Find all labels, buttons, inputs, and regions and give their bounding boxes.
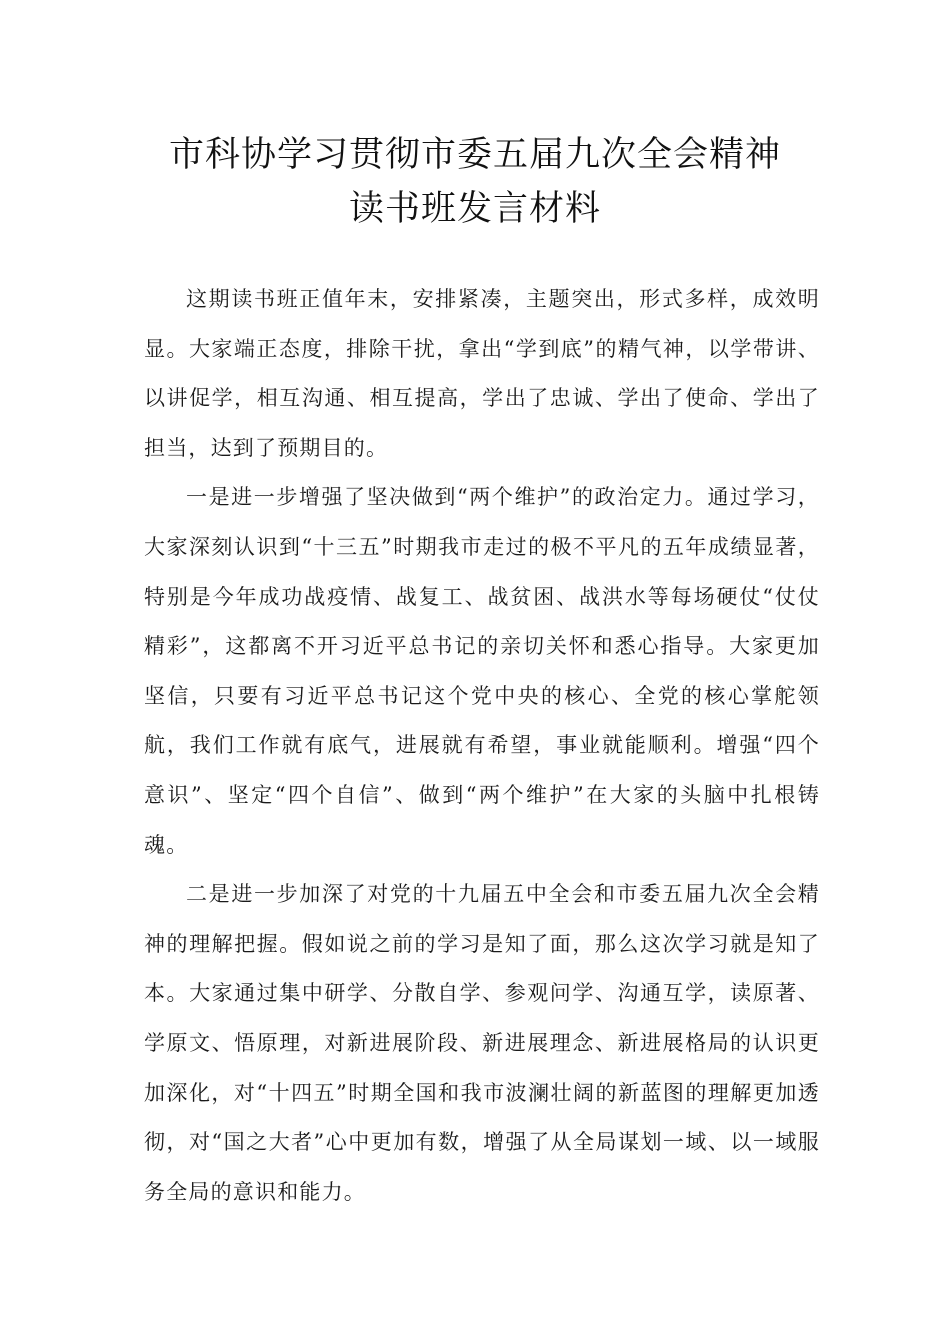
paragraph-point-two: 二是进一步加深了对党的十九届五中全会和市委五届九次全会精神的理解把握。假如说之前的学习是知了面，那么这次学习就是知了本。大家通过集中研学、分散自学、参观问学、沟通互学，读原著、学原文、悟原理，对新进展阶段、新进展理念、新进展格局的认识更加深化，对“十四五”时期全国和我市波澜壮阔的新蓝图的理解更加透彻，对“国之大者”心中更加有数，增强了从全局谋划一域、以一域服务全局的意识和能力。	[144, 882, 820, 1204]
title-line-2: 读书班发言材料	[348, 189, 601, 229]
paragraph-intro: 这期读书班正值年末，安排紧凑，主题突出，形式多样，成效明显。大家端正态度，排除干扰，拿出“学到底”的精气神，以学带讲、以讲促学，相互沟通、相互提高，学出了忠诚、学出了使命、学出了担当，达到了预期目的。	[144, 287, 820, 460]
title-line-1: 市科协学习贯彻市委五届九次全会精神	[168, 135, 781, 175]
document-body	[144, 275, 820, 1217]
document-title	[60, 128, 890, 236]
paragraph-point-one: 一是进一步增强了坚决做到“两个维护”的政治定力。通过学习，大家深刻认识到“十三五”时期我市走过的极不平凡的五年成绩显著，特别是今年成功战疫情、战复工、战贫困、战洪水等每场硬仗“仗仗精彩”，这都离不开习近平总书记的亲切关怀和悉心指导。大家更加坚信，只要有习近平总书记这个党中央的核心、全党的核心掌舵领航，我们工作就有底气，进展就有希望，事业就能顺利。增强“四个意识”、坚定“四个自信”、做到“两个维护”在大家的头脑中扎根铸魂。	[144, 485, 820, 857]
